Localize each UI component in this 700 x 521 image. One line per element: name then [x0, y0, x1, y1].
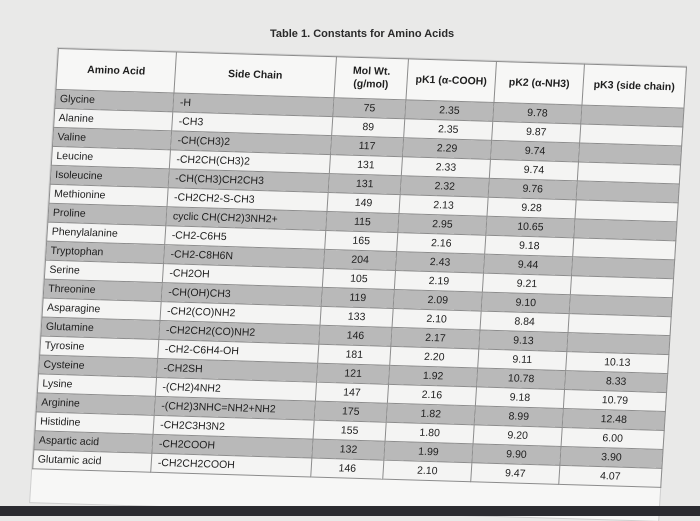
amino-acid-cell: Valine — [52, 127, 171, 149]
pk2-cell: 9.78 — [493, 102, 582, 124]
amino-acid-cell: Threonine — [43, 279, 162, 301]
side-chain-cell: -(CH2)4NH2 — [155, 377, 316, 401]
pk1-cell: 2.33 — [401, 157, 490, 179]
table-caption: Table 1. Constants for Amino Acids — [270, 28, 455, 40]
header-pk3: pK3 (side chain) — [582, 64, 687, 108]
pk2-cell: 9.47 — [471, 463, 560, 485]
mol-wt-cell: 133 — [320, 306, 393, 327]
side-chain-cell: -CH2OH — [162, 264, 323, 288]
side-chain-cell: -H — [173, 93, 334, 117]
amino-acid-cell: Cysteine — [39, 355, 158, 377]
pk3-cell: 10.79 — [563, 390, 666, 412]
pk1-cell: 2.43 — [396, 252, 485, 274]
amino-acid-cell: Glycine — [55, 89, 174, 111]
pk2-cell: 9.44 — [484, 254, 573, 276]
amino-acid-cell: Alanine — [54, 108, 173, 130]
mol-wt-cell: 155 — [313, 420, 386, 441]
pk2-cell: 10.78 — [477, 368, 566, 390]
pk1-cell: 2.32 — [400, 176, 489, 198]
side-chain-cell: -CH(CH3)CH2CH3 — [168, 169, 329, 193]
pk1-cell: 2.17 — [391, 327, 480, 349]
pk1-cell: 2.19 — [394, 271, 483, 293]
bottom-edge — [0, 506, 700, 516]
mol-wt-cell: 204 — [324, 249, 397, 270]
side-chain-cell: -CH2-C6H4-OH — [158, 339, 319, 363]
pk2-cell: 9.74 — [489, 159, 578, 181]
amino-acid-cell: Lysine — [37, 374, 156, 396]
pk2-cell: 8.84 — [480, 311, 569, 333]
pk2-cell: 9.20 — [473, 425, 562, 447]
pk1-cell: 2.13 — [399, 195, 488, 217]
mol-wt-cell: 146 — [311, 458, 384, 479]
table-sheet — [30, 48, 686, 521]
pk3-cell: 6.00 — [561, 427, 664, 449]
side-chain-cell: -CH2(CO)NH2 — [160, 302, 321, 326]
header-mol-wt: Mol Wt. (g/mol) — [334, 57, 409, 100]
amino-acid-cell: Tryptophan — [46, 241, 165, 263]
amino-acid-cell: Tyrosine — [40, 336, 159, 358]
side-chain-cell: -CH2SH — [157, 358, 318, 382]
pk3-cell: 8.33 — [565, 371, 668, 393]
pk1-cell: 2.10 — [383, 460, 472, 482]
mol-wt-cell: 146 — [319, 325, 392, 346]
mol-wt-cell: 131 — [329, 155, 402, 176]
side-chain-cell: cyclic CH(CH2)3NH2+ — [166, 207, 327, 231]
mol-wt-cell: 131 — [328, 174, 401, 195]
mol-wt-cell: 121 — [317, 363, 390, 384]
amino-acid-cell: Serine — [44, 260, 163, 282]
header-pk2: pK2 (α-NH3) — [494, 62, 585, 106]
mol-wt-cell: 132 — [312, 439, 385, 460]
pk2-cell: 8.99 — [474, 406, 563, 428]
pk1-cell: 1.80 — [385, 422, 474, 444]
header-side-chain: Side Chain — [174, 52, 337, 98]
pk2-cell: 9.18 — [475, 387, 564, 409]
pk1-cell: 1.92 — [389, 365, 478, 387]
mol-wt-cell: 147 — [315, 382, 388, 403]
pk1-cell: 2.09 — [393, 289, 482, 311]
pk2-cell: 9.21 — [482, 273, 571, 295]
side-chain-cell: -CH3 — [172, 112, 333, 136]
amino-acid-cell: Arginine — [36, 393, 155, 415]
side-chain-cell: -CH2COOH — [152, 434, 313, 458]
mol-wt-cell: 89 — [332, 117, 405, 138]
pk2-cell: 9.10 — [481, 292, 570, 314]
side-chain-cell: -(CH2)3NHC=NH2+NH2 — [154, 396, 315, 420]
pk1-cell: 2.16 — [397, 233, 486, 255]
mol-wt-cell: 115 — [326, 211, 399, 232]
pk2-cell: 9.74 — [490, 140, 579, 162]
pk2-cell: 9.13 — [479, 330, 568, 352]
side-chain-cell: -CH2CH(CH3)2 — [169, 150, 330, 174]
amino-acid-cell: Methionine — [49, 184, 168, 206]
pk2-cell: 9.11 — [478, 349, 567, 371]
side-chain-cell: -CH(CH3)2 — [170, 131, 331, 155]
pk1-cell: 2.10 — [392, 308, 481, 330]
pk3-cell: 10.13 — [566, 352, 669, 374]
mol-wt-cell: 181 — [318, 344, 391, 365]
side-chain-cell: -CH2CH2COOH — [151, 453, 312, 477]
side-chain-cell: -CH2CH2(CO)NH2 — [159, 321, 320, 345]
mol-wt-cell: 175 — [314, 401, 387, 422]
mol-wt-cell: 119 — [321, 287, 394, 308]
pk2-cell: 9.76 — [488, 178, 577, 200]
side-chain-cell: -CH2C3H3N2 — [153, 415, 314, 439]
amino-acid-cell: Asparagine — [42, 298, 161, 320]
amino-acid-cell: Leucine — [51, 146, 170, 168]
table-body — [33, 89, 684, 487]
side-chain-cell: -CH2-C8H6N — [164, 245, 325, 269]
side-chain-cell: -CH(OH)CH3 — [161, 283, 322, 307]
amino-acid-table — [32, 48, 687, 488]
pk1-cell: 2.29 — [402, 138, 491, 160]
pk1-cell: 2.20 — [390, 346, 479, 368]
pk1-cell: 1.99 — [384, 441, 473, 463]
pk2-cell: 9.18 — [485, 235, 574, 257]
pk1-cell: 2.35 — [405, 100, 494, 122]
amino-acid-cell: Histidine — [35, 412, 154, 434]
amino-acid-cell: Glutamine — [41, 317, 160, 339]
mol-wt-cell: 105 — [322, 268, 395, 289]
pk3-cell: 3.90 — [560, 446, 663, 468]
pk2-cell: 9.87 — [492, 121, 581, 143]
header-pk1: pK1 (α-COOH) — [406, 59, 497, 103]
amino-acid-cell: Isoleucine — [50, 165, 169, 187]
amino-acid-cell: Glutamic acid — [33, 450, 152, 472]
mol-wt-cell: 165 — [325, 230, 398, 251]
mol-wt-cell: 117 — [330, 136, 403, 157]
pk3-cell: 4.07 — [559, 465, 662, 487]
pk3-cell: 12.48 — [562, 408, 665, 430]
amino-acid-cell: Phenylalanine — [47, 222, 166, 244]
pk2-cell: 10.65 — [486, 216, 575, 238]
pk1-cell: 2.95 — [398, 214, 487, 236]
pk1-cell: 2.16 — [387, 384, 476, 406]
side-chain-cell: -CH2-C6H5 — [165, 226, 326, 250]
amino-acid-cell: Proline — [48, 203, 167, 225]
pk2-cell: 9.90 — [472, 444, 561, 466]
mol-wt-cell: 149 — [327, 193, 400, 214]
side-chain-cell: -CH2CH2-S-CH3 — [167, 188, 328, 212]
pk2-cell: 9.28 — [487, 197, 576, 219]
pk1-cell: 2.35 — [404, 119, 493, 141]
pk1-cell: 1.82 — [386, 403, 475, 425]
header-amino-acid: Amino Acid — [56, 49, 177, 93]
amino-acid-cell: Aspartic acid — [34, 431, 153, 453]
mol-wt-cell: 75 — [333, 98, 406, 119]
